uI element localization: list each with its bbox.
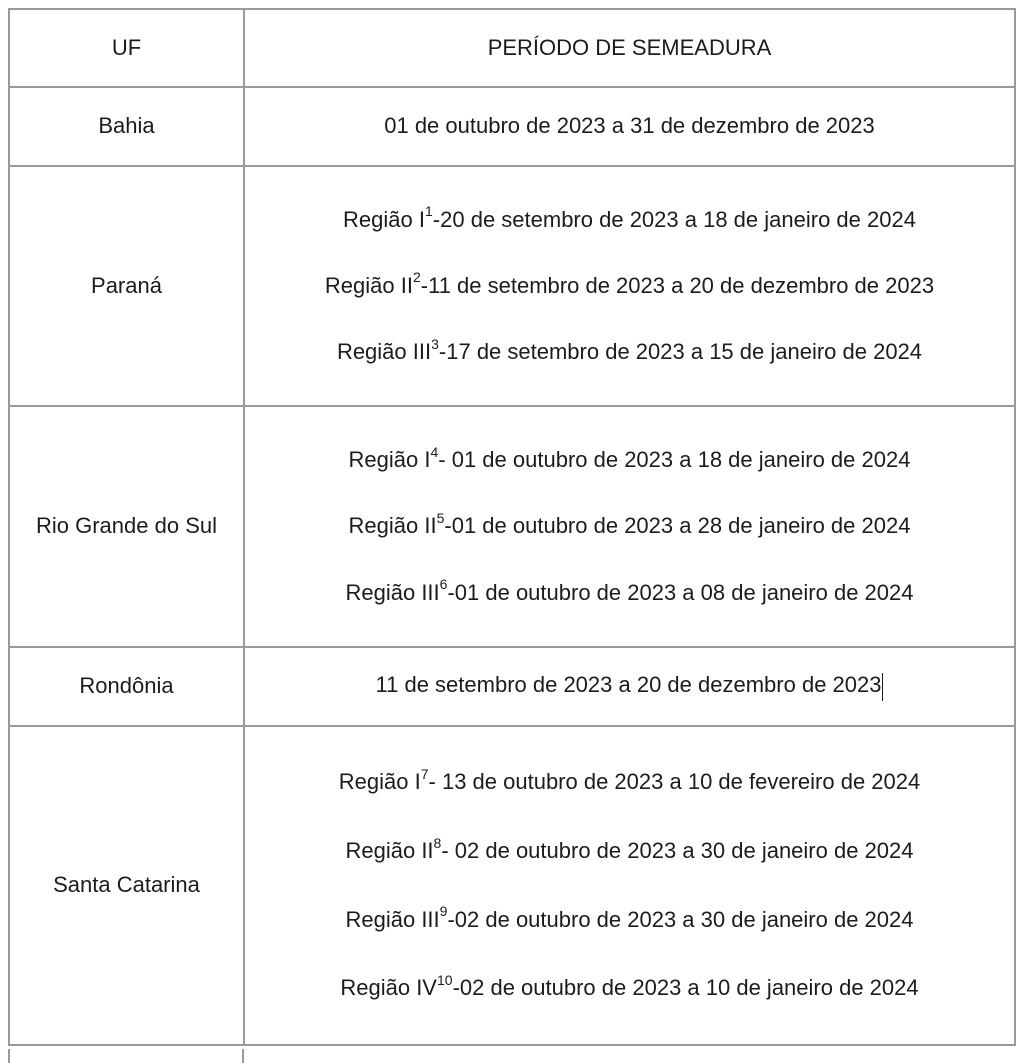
region-label: Região I bbox=[348, 446, 431, 472]
table-header-row bbox=[9, 9, 1015, 87]
footnote-marker: 4 bbox=[430, 443, 439, 460]
period-cell bbox=[244, 166, 1015, 406]
region-line bbox=[345, 903, 914, 933]
region-label: Região III bbox=[345, 906, 440, 932]
region-line bbox=[345, 834, 914, 864]
region-period: -20 de setembro de 2023 a 18 de janeiro de 2024 bbox=[432, 206, 916, 232]
uf-name: Rondônia bbox=[79, 673, 174, 699]
header-uf: UF bbox=[9, 9, 244, 87]
table-row-bahia bbox=[9, 87, 1015, 166]
period-text: 11 de setembro de 2023 a 20 de dezembro de 2023 bbox=[375, 672, 882, 698]
footnote-marker: 7 bbox=[420, 765, 429, 782]
footnote-marker: 3 bbox=[431, 335, 439, 352]
header-period: PERÍODO DE SEMEADURA bbox=[244, 9, 1015, 87]
uf-name: Santa Catarina bbox=[53, 872, 200, 898]
region-line bbox=[348, 443, 911, 473]
uf-name: Bahia bbox=[98, 113, 155, 139]
table-continuation-edge bbox=[8, 1049, 244, 1063]
region-period: -17 de setembro de 2023 a 15 de janeiro de 2024 bbox=[438, 338, 923, 364]
region-list bbox=[253, 407, 1006, 646]
footnote-marker: 8 bbox=[433, 834, 442, 851]
uf-name: Rio Grande do Sul bbox=[36, 513, 217, 539]
period-cell bbox=[244, 87, 1015, 166]
region-line bbox=[336, 335, 923, 365]
region-period: -01 de outubro de 2023 a 08 de janeiro de 2024 bbox=[447, 579, 914, 605]
text-cursor bbox=[882, 673, 883, 701]
table-row-parana bbox=[9, 166, 1015, 406]
region-period: - 01 de outubro de 2023 a 18 de janeiro de 2024 bbox=[438, 446, 911, 472]
uf-cell bbox=[9, 726, 244, 1045]
uf-cell bbox=[9, 647, 244, 726]
uf-name: Paraná bbox=[91, 272, 162, 298]
region-line bbox=[340, 971, 919, 1001]
region-period: - 13 de outubro de 2023 a 10 de fevereiro de 2024 bbox=[428, 769, 921, 795]
uf-cell bbox=[9, 87, 244, 166]
region-period: -02 de outubro de 2023 a 30 de janeiro de 2024 bbox=[447, 906, 914, 932]
uf-cell bbox=[9, 166, 244, 406]
footnote-marker: 9 bbox=[439, 903, 448, 920]
region-period: -02 de outubro de 2023 a 10 de janeiro de 2024 bbox=[452, 975, 919, 1001]
region-line bbox=[343, 203, 916, 233]
footnote-marker: 10 bbox=[436, 971, 453, 988]
footnote-marker: 6 bbox=[439, 576, 448, 593]
region-label: Região II bbox=[324, 272, 413, 298]
region-line bbox=[345, 576, 914, 606]
region-list bbox=[253, 167, 1006, 405]
region-label: Região IV bbox=[340, 975, 437, 1001]
region-period: -01 de outubro de 2023 a 28 de janeiro de 2024 bbox=[444, 513, 911, 539]
table-row-rondonia bbox=[9, 647, 1015, 726]
period-cell[interactable] bbox=[244, 647, 1015, 726]
period-text: 01 de outubro de 2023 a 31 de dezembro de 2023 bbox=[384, 113, 875, 139]
uf-cell bbox=[9, 406, 244, 647]
region-line bbox=[324, 269, 935, 299]
region-label: Região I bbox=[338, 769, 421, 795]
footnote-marker: 5 bbox=[436, 509, 445, 526]
region-label: Região III bbox=[345, 579, 440, 605]
period-cell bbox=[244, 726, 1015, 1045]
sowing-period-table bbox=[8, 8, 1016, 1046]
table-row-rio-grande-do-sul bbox=[9, 406, 1015, 647]
region-period: - 02 de outubro de 2023 a 30 de janeiro de 2024 bbox=[441, 837, 914, 863]
footnote-marker: 2 bbox=[412, 269, 421, 286]
region-label: Região II bbox=[348, 513, 437, 539]
region-label: Região II bbox=[345, 837, 434, 863]
region-label: Região III bbox=[336, 338, 432, 364]
region-line bbox=[348, 509, 911, 539]
region-line bbox=[338, 765, 921, 795]
region-period: -11 de setembro de 2023 a 20 de dezembro de 2023 bbox=[420, 272, 935, 298]
period-cell bbox=[244, 406, 1015, 647]
footnote-marker: 1 bbox=[425, 203, 433, 220]
region-list bbox=[253, 727, 1006, 1044]
region-label: Região I bbox=[343, 206, 425, 232]
table-row-santa-catarina bbox=[9, 726, 1015, 1045]
